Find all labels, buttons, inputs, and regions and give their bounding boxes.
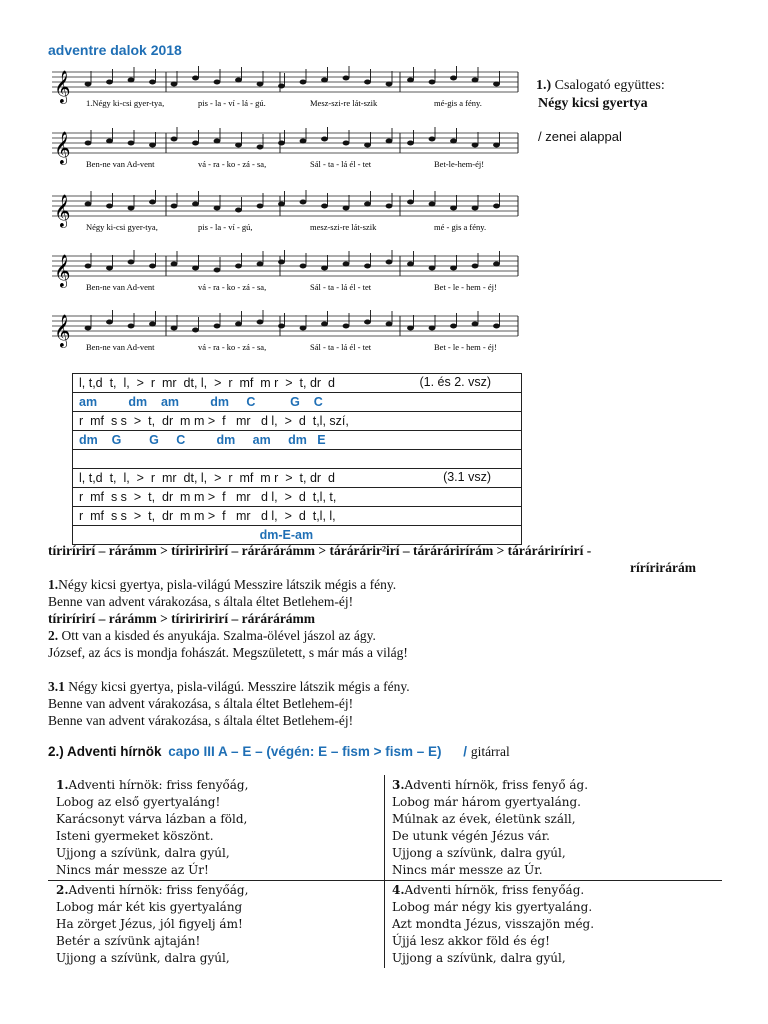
verse-line: Lobog már két kis gyertyaláng bbox=[56, 900, 243, 914]
verse-line: Nincs már messze az Úr! bbox=[56, 863, 209, 877]
note-head bbox=[321, 204, 328, 209]
verse-line: Ujjong a szívünk, dalra gyúl, bbox=[392, 846, 566, 860]
note-head bbox=[149, 80, 156, 85]
staff-lyric: Bet-le-hem-éj! bbox=[434, 159, 485, 169]
treble-clef-icon: 𝄞 bbox=[54, 254, 71, 287]
note-head bbox=[106, 204, 113, 209]
note-head bbox=[214, 268, 221, 273]
note-head bbox=[407, 141, 414, 146]
staff-lyric: mé-gis a fény. bbox=[434, 98, 482, 108]
staff-lyric: pis - la - ví - gú, bbox=[198, 222, 253, 232]
solfa-text: am dm am dm C G C bbox=[79, 395, 323, 409]
song2-heading bbox=[48, 744, 510, 760]
staff-lyric: Ben-ne van Ad-vent bbox=[86, 159, 155, 169]
verse-line: Nincs már messze az Úr. bbox=[392, 863, 543, 877]
note-head bbox=[128, 324, 135, 329]
verse-line: Lobog az első gyertyaláng! bbox=[56, 795, 221, 809]
treble-clef-icon: 𝄞 bbox=[54, 70, 71, 103]
staff-lyric: vá - ra - ko - zá - sa, bbox=[198, 159, 267, 169]
note-head bbox=[429, 326, 436, 331]
note-head bbox=[257, 82, 264, 87]
note-head bbox=[450, 206, 457, 211]
note-head bbox=[278, 260, 285, 265]
solfa-row bbox=[73, 431, 522, 450]
note-head bbox=[192, 141, 199, 146]
note-head bbox=[128, 206, 135, 211]
solfa-text: r mf s s > t, dr m m > f mr d l, > d t,l, t, bbox=[79, 490, 337, 504]
solfa-cell bbox=[73, 431, 522, 450]
note-head bbox=[321, 266, 328, 271]
note-head bbox=[300, 200, 307, 205]
note-head bbox=[364, 202, 371, 207]
note-head bbox=[85, 82, 92, 87]
solfa-cell bbox=[73, 412, 522, 431]
verse-2-line-1: 2. Ott van a kisded és anyukája. Szalma-ölével jászol az ágy. bbox=[48, 628, 376, 643]
staff-lyric: Bet - le - hem - éj! bbox=[434, 282, 497, 292]
solfa-cell bbox=[73, 488, 522, 507]
note-head bbox=[278, 202, 285, 207]
note-head bbox=[407, 200, 414, 205]
treble-clef-icon: 𝄞 bbox=[54, 314, 71, 347]
note-head bbox=[321, 78, 328, 83]
note-head bbox=[450, 139, 457, 144]
music-staff bbox=[48, 190, 520, 256]
solfa-row bbox=[73, 393, 522, 412]
note-head bbox=[364, 320, 371, 325]
note-head bbox=[364, 264, 371, 269]
note-head bbox=[235, 78, 242, 83]
staff-lyric: Bet - le - hem - éj! bbox=[434, 342, 497, 352]
solfa-row bbox=[73, 412, 522, 431]
note-head bbox=[214, 206, 221, 211]
solfa-row bbox=[73, 488, 522, 507]
verse-line: De utunk végén Jézus vár. bbox=[392, 829, 550, 843]
note-head bbox=[450, 324, 457, 329]
note-head bbox=[235, 322, 242, 327]
note-head bbox=[407, 78, 414, 83]
note-head bbox=[300, 139, 307, 144]
note-head bbox=[192, 76, 199, 81]
note-head bbox=[386, 322, 393, 327]
note-head bbox=[128, 260, 135, 265]
note-head bbox=[192, 328, 199, 333]
solfa-cell bbox=[73, 374, 522, 393]
solfa-table bbox=[72, 373, 522, 545]
treble-clef-icon: 𝄞 bbox=[54, 194, 71, 227]
song2-verse bbox=[392, 882, 594, 967]
note-head bbox=[493, 262, 500, 267]
note-head bbox=[149, 264, 156, 269]
column-divider bbox=[384, 775, 385, 968]
note-head bbox=[235, 208, 242, 213]
song1-number: 1.) bbox=[536, 78, 552, 93]
staff-lyric: Sál - ta - lá él - tet bbox=[310, 342, 372, 352]
solfa-cell bbox=[73, 450, 522, 469]
verse-1-line-1: 1.Négy kicsi gyertya, pisla-világú Messzire látszik mégis a fény. bbox=[48, 577, 397, 592]
song1-name: Négy kicsi gyertya bbox=[538, 96, 648, 111]
intro-line-1: tírirírirí – rárámm > tíririririrí – rárárárámm > tárárárir²irí – tárárárirírám > tárárárirírirí - bbox=[48, 543, 592, 558]
note-head bbox=[106, 320, 113, 325]
note-head bbox=[450, 76, 457, 81]
verse-2-line-2: József, az ács is mondja fohászát. Megszületett, s már más a világ! bbox=[48, 645, 408, 660]
row-divider bbox=[48, 880, 722, 881]
solfa-text: r mf s s > t, dr m m > f mr d l, > d t,l, l, bbox=[79, 509, 336, 523]
verse-line: Lobog már három gyertyaláng. bbox=[392, 795, 581, 809]
staff-lyric: mé - gis a fény. bbox=[434, 222, 487, 232]
song2-capo: capo III A – E – (végén: E – fism > fism – E) bbox=[168, 744, 442, 759]
verse-line: Betér a szívünk ajtaján! bbox=[56, 934, 201, 948]
note-head bbox=[128, 78, 135, 83]
note-head bbox=[257, 320, 264, 325]
note-head bbox=[300, 264, 307, 269]
verse-line: Ha zörget Jézus, jól figyelj ám! bbox=[56, 917, 243, 931]
treble-clef-icon: 𝄞 bbox=[54, 131, 71, 164]
note-head bbox=[343, 324, 350, 329]
note-head bbox=[472, 264, 479, 269]
note-head bbox=[429, 202, 436, 207]
solfa-cell bbox=[73, 507, 522, 526]
verse-tag: (1. és 2. vsz) bbox=[419, 375, 491, 389]
note-head bbox=[386, 82, 393, 87]
staff-lyric: pis - la - ví - lá - gú. bbox=[198, 98, 266, 108]
note-head bbox=[321, 322, 328, 327]
verse-number: 2. bbox=[56, 883, 69, 897]
verse-number: 4. bbox=[392, 883, 405, 897]
note-head bbox=[235, 143, 242, 148]
note-head bbox=[429, 80, 436, 85]
note-head bbox=[149, 200, 156, 205]
solfa-row bbox=[73, 450, 522, 469]
song1-heading bbox=[536, 78, 665, 94]
song1-note: / zenei alappal bbox=[538, 129, 622, 144]
song2-verse bbox=[56, 777, 248, 879]
note-head bbox=[343, 76, 350, 81]
note-head bbox=[429, 137, 436, 142]
note-head bbox=[171, 262, 178, 267]
verse-line: Azt mondta Jézus, visszajön még. bbox=[392, 917, 595, 931]
song1-tag: Csalogató együttes: bbox=[554, 78, 665, 93]
note-head bbox=[192, 266, 199, 271]
solfa-text: r mf s s > t, dr m m > f mr d l, > d t,l, szí, bbox=[79, 414, 349, 428]
note-head bbox=[106, 80, 113, 85]
staff-lyric: mesz-szi-re lát-szik bbox=[310, 222, 377, 232]
note-head bbox=[300, 326, 307, 331]
note-head bbox=[364, 143, 371, 148]
verse-3-line-2: Benne van advent várakozása, s általa éltet Betlehem-éj! bbox=[48, 696, 354, 711]
verse-line: Isteni gyermeket köszönt. bbox=[56, 829, 214, 843]
note-head bbox=[171, 82, 178, 87]
note-head bbox=[257, 204, 264, 209]
solfa-row bbox=[73, 374, 522, 393]
note-head bbox=[278, 84, 285, 89]
note-head bbox=[214, 324, 221, 329]
verse-line: Ujjong a szívünk, dalra gyúl, bbox=[392, 951, 566, 965]
page-title: adventre dalok 2018 bbox=[48, 42, 182, 58]
solfa-text: dm-E-am bbox=[79, 528, 314, 542]
verse-number: 1. bbox=[56, 778, 69, 792]
song2-name: Adventi hírnök bbox=[67, 744, 162, 759]
solfa-text: dm G G C dm am dm E bbox=[79, 433, 326, 447]
note-head bbox=[85, 326, 92, 331]
note-head bbox=[343, 206, 350, 211]
note-head bbox=[149, 322, 156, 327]
note-head bbox=[257, 145, 264, 150]
verse-line: 4.Adventi hírnök, friss fenyőág. bbox=[392, 883, 585, 897]
song2-number: 2.) bbox=[48, 744, 64, 759]
song2-note: gitárral bbox=[470, 744, 510, 759]
verse-line: Ujjong a szívünk, dalra gyúl, bbox=[56, 951, 230, 965]
intro-line-2: tírirírirí – rárámm > tíririririrí – rárárárámm bbox=[48, 611, 316, 626]
note-head bbox=[450, 266, 457, 271]
note-head bbox=[321, 137, 328, 142]
note-head bbox=[128, 141, 135, 146]
intro-line-1-end: rírírirárám bbox=[630, 560, 696, 575]
note-head bbox=[278, 324, 285, 329]
solfa-row bbox=[73, 507, 522, 526]
music-staff bbox=[48, 310, 520, 376]
verse-line: Ujjong a szívünk, dalra gyúl, bbox=[56, 846, 230, 860]
verse-1-line-2: Benne van advent várakozása, s általa éltet Betlehem-éj! bbox=[48, 594, 354, 609]
staff-lyric: Sál - ta - lá él - tet bbox=[310, 282, 372, 292]
staff-lyric: Négy ki-csi gyer-tya, bbox=[86, 222, 158, 232]
verse-line: Lobog már négy kis gyertyaláng. bbox=[392, 900, 593, 914]
note-head bbox=[343, 141, 350, 146]
song2-verse bbox=[392, 777, 588, 879]
note-head bbox=[214, 139, 221, 144]
note-head bbox=[106, 266, 113, 271]
note-head bbox=[343, 262, 350, 267]
note-head bbox=[364, 80, 371, 85]
note-head bbox=[235, 264, 242, 269]
note-head bbox=[171, 326, 178, 331]
solfa-cell bbox=[73, 393, 522, 412]
note-head bbox=[214, 80, 221, 85]
note-head bbox=[493, 82, 500, 87]
note-head bbox=[407, 326, 414, 331]
music-staff bbox=[48, 66, 520, 132]
note-head bbox=[472, 78, 479, 83]
song2-verse bbox=[56, 882, 248, 967]
note-head bbox=[472, 322, 479, 327]
verse-line: 3.Adventi hírnök, friss fenyő ág. bbox=[392, 778, 589, 792]
staff-lyric: 1.Négy ki-csi gyer-tya, bbox=[86, 98, 165, 108]
note-head bbox=[85, 141, 92, 146]
staff-lyric: vá - ra - ko - zá - sa, bbox=[198, 282, 267, 292]
solfa-text: l, t,d t, l, > r mr dt, l, > r mf m r > t, dr d bbox=[79, 471, 335, 485]
staff-lyric: Ben-ne van Ad-vent bbox=[86, 342, 155, 352]
note-head bbox=[472, 206, 479, 211]
verse-tag: (3.1 vsz) bbox=[443, 470, 491, 484]
note-head bbox=[386, 260, 393, 265]
verse-number: 3. bbox=[392, 778, 405, 792]
music-staff bbox=[48, 250, 520, 316]
note-head bbox=[85, 264, 92, 269]
solfa-row bbox=[73, 469, 522, 488]
verse-3-line-3: Benne van advent várakozása, s általa éltet Betlehem-éj! bbox=[48, 713, 354, 728]
staff-lyric: vá - ra - ko - zá - sa, bbox=[198, 342, 267, 352]
note-head bbox=[493, 204, 500, 209]
note-head bbox=[106, 139, 113, 144]
note-head bbox=[386, 139, 393, 144]
note-head bbox=[192, 202, 199, 207]
verse-line: 2.Adventi hírnök: friss fenyőág, bbox=[56, 883, 249, 897]
note-head bbox=[386, 204, 393, 209]
note-head bbox=[278, 141, 285, 146]
staff-lyric: Sál - ta - lá él - tet bbox=[310, 159, 372, 169]
note-head bbox=[300, 80, 307, 85]
note-head bbox=[407, 262, 414, 267]
note-head bbox=[257, 262, 264, 267]
note-head bbox=[472, 143, 479, 148]
song2-slash: / bbox=[463, 744, 468, 759]
verse-line: Újjá lesz akkor föld és ég! bbox=[392, 934, 550, 948]
solfa-text: l, t,d t, l, > r mr dt, l, > r mf m r > t, dr d bbox=[79, 376, 335, 390]
note-head bbox=[171, 137, 178, 142]
verse-3-line-1: 3.1 Négy kicsi gyertya, pisla-világú. Messzire látszik mégis a fény. bbox=[48, 679, 410, 694]
note-head bbox=[149, 143, 156, 148]
verse-line: Múlnak az évek, életünk száll, bbox=[392, 812, 576, 826]
note-head bbox=[85, 202, 92, 207]
note-head bbox=[429, 266, 436, 271]
staff-lyric: Mesz-szi-re lát-szik bbox=[310, 98, 378, 108]
staff-lyric: Ben-ne van Ad-vent bbox=[86, 282, 155, 292]
note-head bbox=[171, 204, 178, 209]
verse-line: Karácsonyt várva lázban a föld, bbox=[56, 812, 248, 826]
music-staff bbox=[48, 127, 520, 193]
solfa-cell bbox=[73, 469, 522, 488]
note-head bbox=[493, 143, 500, 148]
verse-line: 1.Adventi hírnök: friss fenyőág, bbox=[56, 778, 249, 792]
note-head bbox=[493, 324, 500, 329]
